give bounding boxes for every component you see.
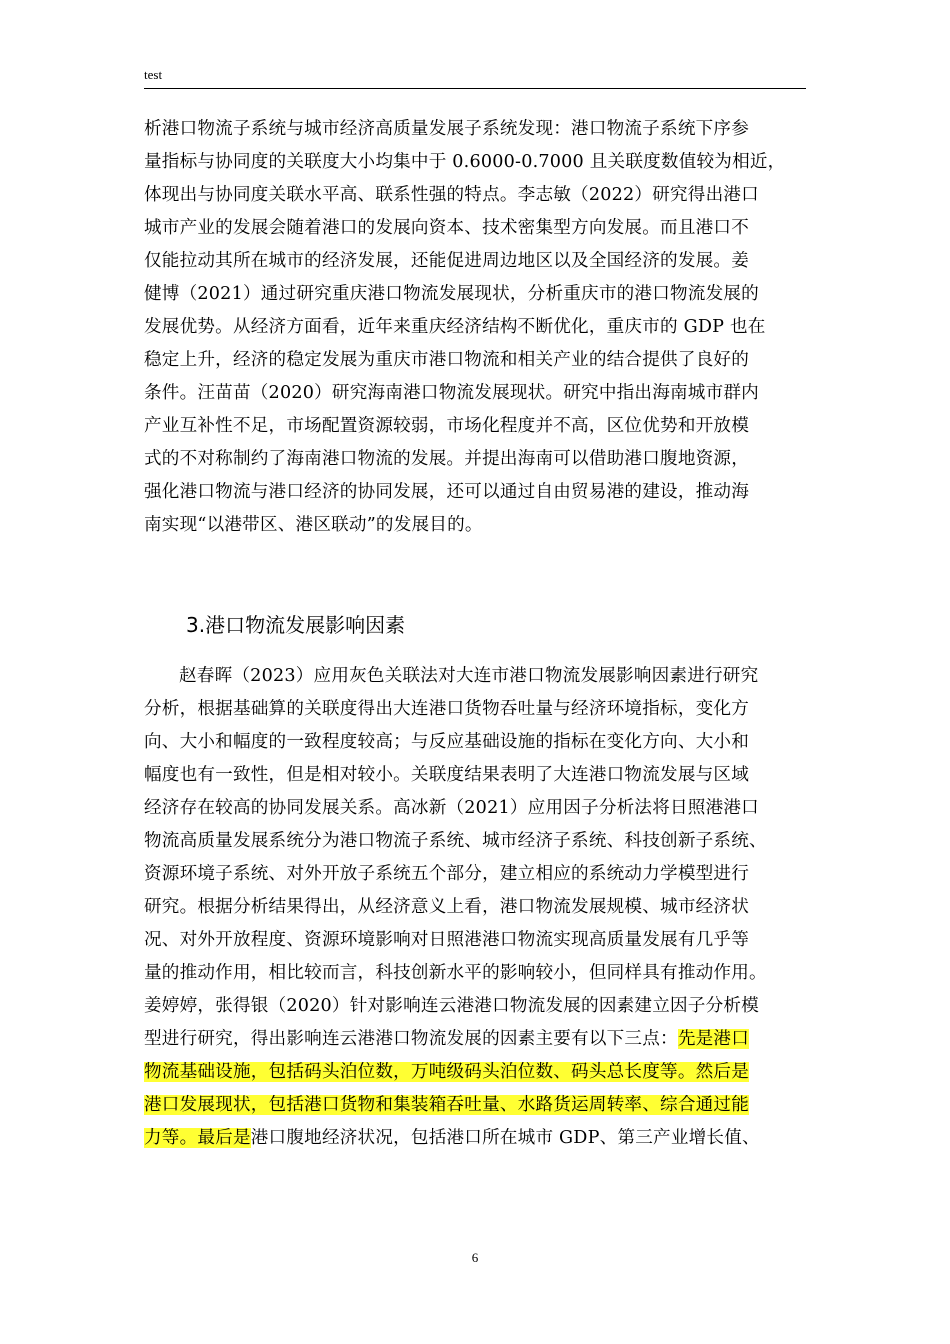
text-line: 姜婷婷，张得银（2020）针对影响连云港港口物流发展的因素建立因子分析模 — [144, 996, 759, 1016]
text-line: 产业互补性不足，市场配置资源较弱，市场化程度并不高，区位优势和开放模 — [144, 416, 749, 436]
text-line: 分析，根据基础算的关联度得出大连港口货物吞吐量与经济环境指标，变化方 — [144, 699, 749, 719]
text-line: 量的推动作用，相比较而言，科技创新水平的影响较小，但同样具有推动作用。 — [144, 963, 767, 983]
header-text: test — [144, 67, 163, 82]
text-line — [144, 1023, 808, 1056]
text-line: 南实现“以港带区、港区联动”的发展目的。 — [144, 515, 483, 535]
text-line — [144, 1122, 808, 1155]
text-line: 仅能拉动其所在城市的经济发展，还能促进周边地区以及全国经济的发展。姜 — [144, 251, 749, 271]
text-line: 式的不对称制约了海南港口物流的发展。并提出海南可以借助港口腹地资源， — [144, 449, 749, 469]
text-line: 城市产业的发展会随着港口的发展向资本、技术密集型方向发展。而且港口不 — [144, 218, 749, 238]
page-number: 6 — [471, 1250, 479, 1265]
text-line: 发展优势。从经济方面看，近年来重庆经济结构不断优化，重庆市的 GDP 也在 — [144, 317, 766, 337]
text-line: 条件。汪苗苗（2020）研究海南港口物流发展现状。研究中指出海南城市群内 — [144, 383, 759, 403]
text-line: 赵春晖（2023）应用灰色关联法对大连市港口物流发展影响因素进行研究 — [179, 666, 759, 686]
plain-text: 港口腹地经济状况，包括港口所在城市 GDP、第三产业增长值、 — [250, 1128, 760, 1148]
text-line: 强化港口物流与港口经济的协同发展，还可以通过自由贸易港的建设，推动海 — [144, 482, 749, 502]
highlighted-text: 力等。最后是 — [144, 1128, 251, 1148]
text-line: 况、对外开放程度、资源环境影响对日照港港口物流实现高质量发展有几乎等 — [144, 930, 749, 950]
text-line: 量指标与协同度的关联度大小均集中于 0.6000-0.7000 且关联度数值较为相近， — [144, 152, 786, 172]
plain-text: 型进行研究，得出影响连云港港口物流发展的因素主要有以下三点： — [144, 1029, 678, 1049]
text-line: 物流高质量发展系统分为港口物流子系统、城市经济子系统、科技创新子系统、 — [144, 831, 767, 851]
paragraph-1 — [144, 113, 808, 542]
highlighted-text: 先是港口 — [677, 1029, 750, 1049]
text-line: 健博（2021）通过研究重庆港口物流发展现状，分析重庆市的港口物流发展的 — [144, 284, 759, 304]
paragraph-2 — [144, 660, 808, 1155]
text-line: 析港口物流子系统与城市经济高质量发展子系统发现：港口物流子系统下序参 — [144, 119, 749, 139]
text-line — [144, 1056, 808, 1089]
text-line: 幅度也有一致性，但是相对较小。关联度结果表明了大连港口物流发展与区域 — [144, 765, 749, 785]
text-line: 经济存在较高的协同发展关系。高冰新（2021）应用因子分析法将日照港港口 — [144, 798, 759, 818]
highlighted-text: 物流基础设施，包括码头泊位数，万吨级码头泊位数、码头总长度等。然后是 — [144, 1062, 749, 1082]
section-heading: 3.港口物流发展影响因素 — [186, 613, 406, 637]
text-line: 体现出与协同度关联水平高、联系性强的特点。李志敏（2022）研究得出港口 — [144, 185, 759, 205]
page-header — [144, 66, 806, 89]
highlighted-text: 港口发展现状，包括港口货物和集装箱吞吐量、水路货运周转率、综合通过能 — [144, 1095, 749, 1115]
text-line: 向、大小和幅度的一致程度较高；与反应基础设施的指标在变化方向、大小和 — [144, 732, 749, 752]
text-line: 稳定上升，经济的稳定发展为重庆市港口物流和相关产业的结合提供了良好的 — [144, 350, 749, 370]
text-line: 资源环境子系统、对外开放子系统五个部分，建立相应的系统动力学模型进行 — [144, 864, 749, 884]
text-line — [144, 1089, 808, 1122]
text-line: 研究。根据分析结果得出，从经济意义上看，港口物流发展规模、城市经济状 — [144, 897, 749, 917]
